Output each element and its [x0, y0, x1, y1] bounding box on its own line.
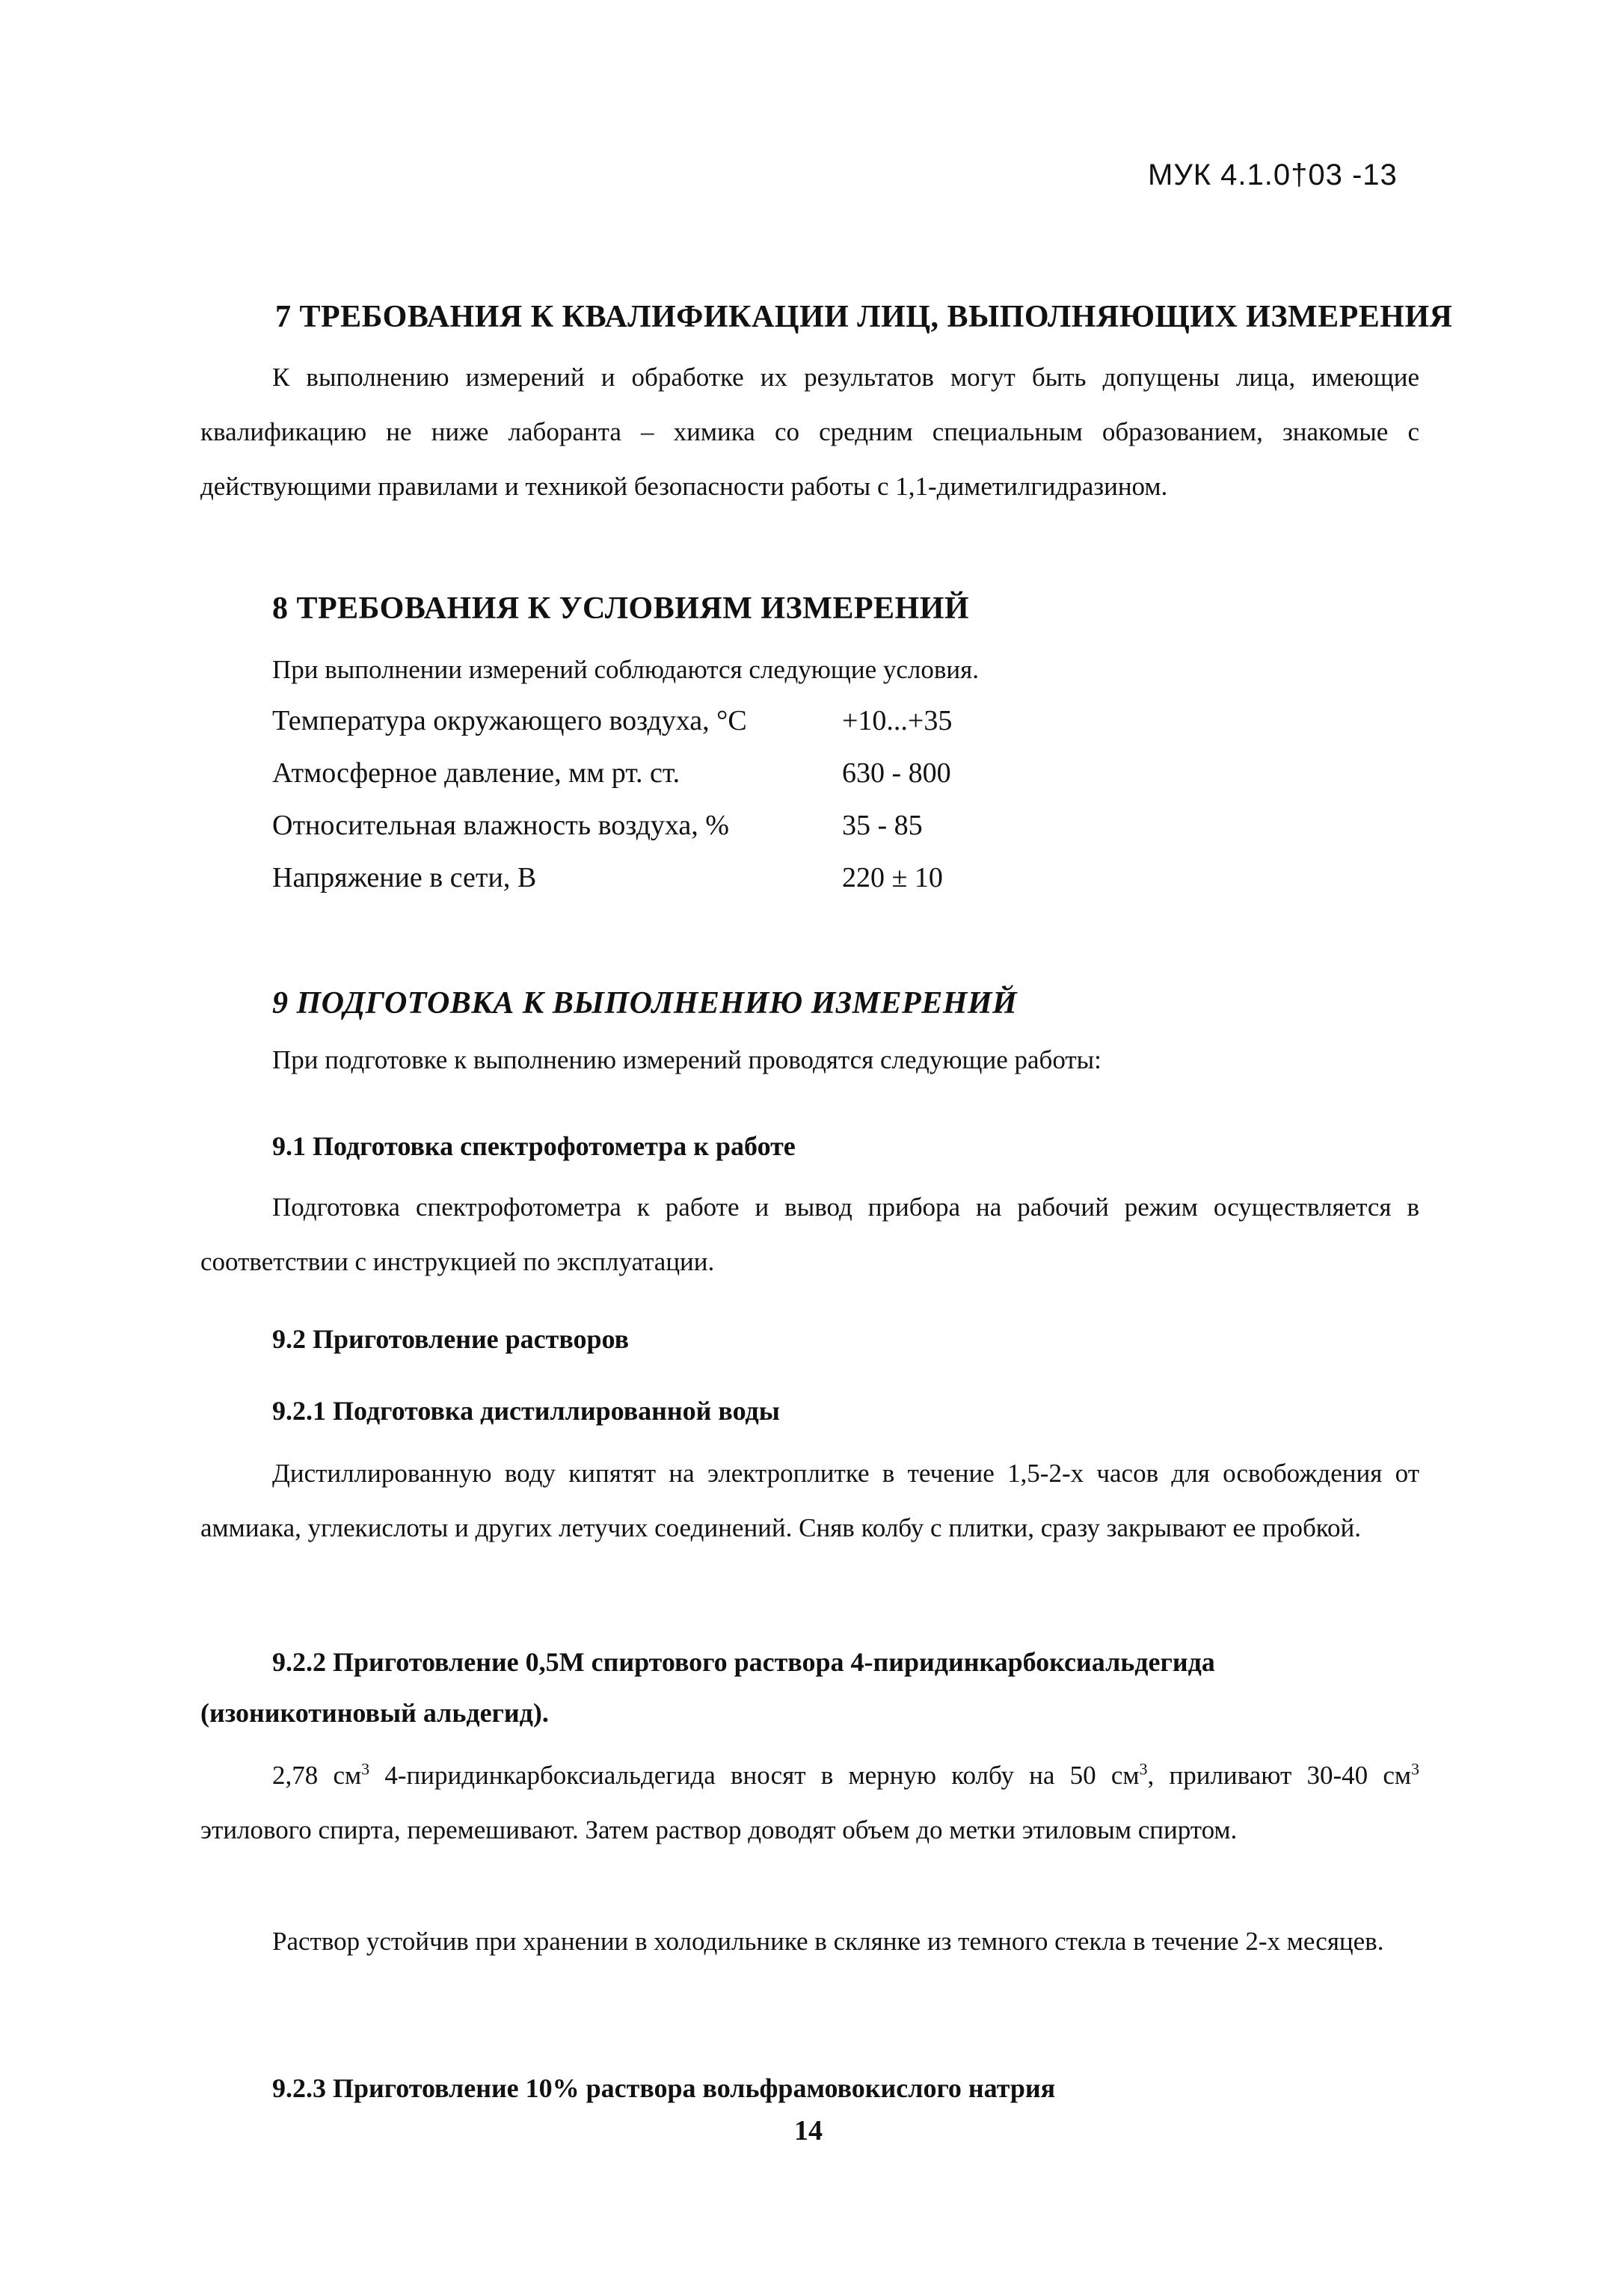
- section-9-intro: При подготовке к выполнению измерений проводятся следующие работы:: [272, 1045, 1102, 1074]
- document-code: МУК 4.1.0†03 -13: [1148, 158, 1398, 191]
- section-8-title: 8 ТРЕБОВАНИЯ К УСЛОВИЯМ ИЗМЕРЕНИЙ: [272, 591, 970, 626]
- section-7-title: 7 ТРЕБОВАНИЯ К КВАЛИФИКАЦИИ ЛИЦ, ВЫПОЛНЯЮЩИХ ИЗМЕРЕНИЯ: [275, 300, 1453, 334]
- section-9-2-title: 9.2 Приготовление растворов: [272, 1324, 630, 1354]
- section-9-2-2-text: [200, 1748, 1419, 1857]
- condition-label: Напряжение в сети, В: [272, 862, 537, 893]
- superscript: 3: [361, 1759, 370, 1779]
- condition-label: Атмосферное давление, мм рт. ст.: [272, 757, 680, 789]
- section-9-2-2-title-line-1: 9.2.2 Приготовление 0,5М спиртового раствора 4-пиридинкарбоксиальдегида: [272, 1647, 1215, 1677]
- condition-value: 220 ± 10: [842, 862, 943, 893]
- section-9-2-1-title: 9.2.1 Подготовка дистиллированной воды: [272, 1396, 780, 1426]
- page-number: 14: [794, 2115, 823, 2146]
- superscript: 3: [1411, 1759, 1420, 1779]
- condition-label: Относительная влажность воздуха, %: [272, 810, 729, 841]
- section-9-1-text: Подготовка спектрофотометра к работе и вывод прибора на рабочий режим осуществляется в соответствии с инструкцией по эксплуатации.: [200, 1192, 1419, 1276]
- text-fragment: , приливают 30-40 см: [1147, 1761, 1412, 1790]
- condition-value: +10...+35: [842, 705, 953, 736]
- section-7-text: К выполнению измерений и обработке их результатов могут быть допущены лица, имеющие квалификацию не ниже лаборанта – химика со средним специальным образованием, знакомые с действующими правилами и техникой безопасности работы с 1,1-диметилгидразином.: [200, 363, 1419, 501]
- section-9-2-2-title-line-2: (изоникотиновый альдегид).: [200, 1698, 549, 1728]
- section-8-intro: При выполнении измерений соблюдаются следующие условия.: [272, 655, 979, 684]
- section-9-2-3-title: 9.2.3 Приготовление 10% раствора вольфрамовокислого натрия: [272, 2073, 1056, 2103]
- superscript: 3: [1139, 1759, 1148, 1779]
- text-fragment: 4-пиридинкарбоксиальдегида вносят в мерную колбу на 50 см: [369, 1761, 1140, 1790]
- section-9-title: 9 ПОДГОТОВКА К ВЫПОЛНЕНИЮ ИЗМЕРЕНИЙ: [272, 986, 1018, 1021]
- text-fragment: этилового спирта, перемешивают. Затем раствор доводят объем до метки этиловым спиртом.: [200, 1815, 1238, 1844]
- section-9-2-2-storage-text: Раствор устойчив при хранении в холодильнике в склянке из темного стекла в течение 2-х месяцев.: [272, 1927, 1384, 1956]
- text-fragment: 2,78 см: [272, 1761, 362, 1790]
- condition-value: 35 - 85: [842, 810, 923, 841]
- section-9-2-1-text: Дистиллированную воду кипятят на электроплитке в течение 1,5-2-х часов для освобождения от аммиака, углекислоты и других летучих соединений. Сняв колбу с плитки, сразу закрывают ее пробкой.: [200, 1459, 1419, 1542]
- section-9-1-title: 9.1 Подготовка спектрофотометра к работе: [272, 1131, 796, 1161]
- condition-value: 630 - 800: [842, 757, 951, 789]
- condition-label: Температура окружающего воздуха, °С: [272, 705, 747, 736]
